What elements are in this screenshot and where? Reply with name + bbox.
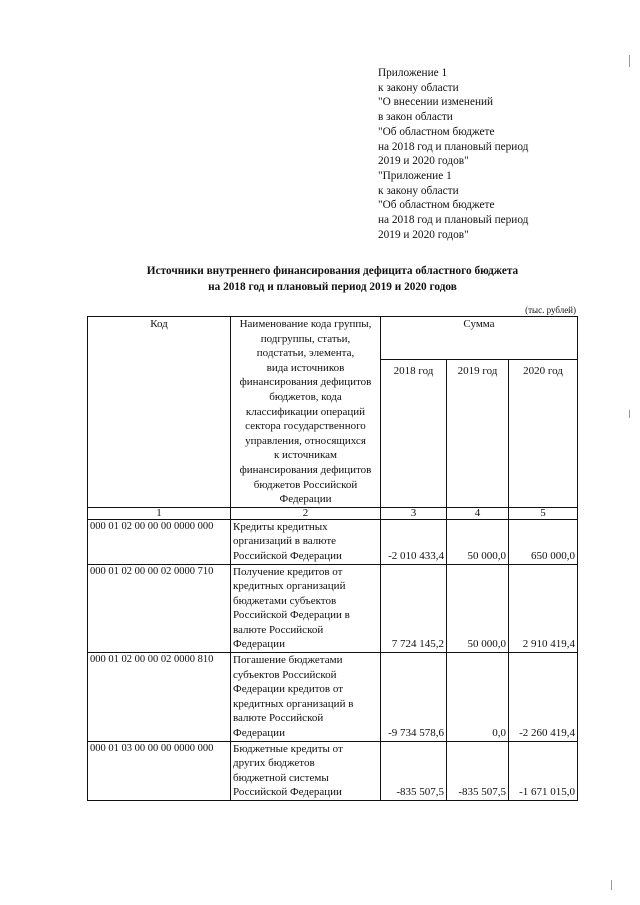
text-line: "Об областном бюджете: [378, 199, 495, 212]
row-value-2019: 50 000,0: [447, 564, 509, 653]
text-line: "Об областном бюджете: [378, 125, 495, 138]
row-name: [231, 564, 381, 653]
column-numbers-row: [88, 507, 578, 519]
text-line: "Приложение 1: [378, 169, 452, 182]
scan-mark: [629, 55, 630, 67]
col-number: 3: [381, 507, 447, 519]
units-label: (тыс. рублей): [525, 305, 576, 315]
table-row: [88, 653, 578, 742]
text-line: к закону области: [378, 81, 459, 94]
text-line: организаций в валюте: [233, 535, 337, 548]
text-line: Российской Федерации: [233, 549, 342, 562]
header-code: Код: [88, 317, 231, 508]
text-line: Приложение 1: [378, 67, 448, 79]
financing-sources-table: [87, 316, 578, 801]
text-line: кредитных организаций: [233, 580, 346, 593]
text-line: валюте Российской: [233, 712, 324, 725]
row-value-2018: -835 507,5: [381, 741, 447, 800]
header-year-2019: 2019 год: [447, 360, 509, 508]
scan-mark: [611, 880, 612, 890]
text-line: бюджетов, кода: [269, 390, 342, 403]
col-number: 1: [88, 507, 231, 519]
header-year-2018: 2018 год: [381, 360, 447, 508]
row-value-2019: 0,0: [447, 653, 509, 742]
text-line: Федерации: [279, 493, 332, 506]
text-line: вида источников: [266, 361, 345, 374]
text-line: бюджетной системы: [233, 771, 329, 784]
text-line: финансирования дефицитов: [239, 376, 372, 389]
text-line: подгруппы, статьи,: [260, 332, 351, 345]
text-line: Федерации кредитов от: [233, 683, 344, 696]
table-row: [88, 564, 578, 653]
text-line: 2019 и 2020 годов": [378, 155, 469, 168]
text-line: в закон области: [378, 111, 453, 124]
row-value-2020: 2 910 419,4: [509, 564, 578, 653]
text-line: Погашение бюджетами: [233, 654, 343, 667]
header-sum: Сумма: [381, 317, 578, 360]
text-line: 2019 и 2020 годов": [378, 228, 469, 241]
text-line: бюджетами субъектов: [233, 594, 337, 607]
text-line: "О внесении изменений: [378, 96, 494, 109]
row-value-2018: -2 010 433,4: [381, 519, 447, 564]
text-line: кредитных организаций в: [233, 697, 354, 710]
text-line: подстатьи, элемента,: [256, 347, 355, 360]
text-line: Получение кредитов от: [233, 565, 343, 578]
text-line: финансирования дефицитов: [239, 463, 372, 476]
row-code: 000 01 02 00 00 00 0000 000: [88, 519, 231, 564]
scan-mark: [629, 410, 630, 418]
text-line: на 2018 год и плановый период 2019 и 2020 годов: [208, 280, 457, 293]
text-line: Кредиты кредитных: [233, 520, 328, 533]
col-number: 4: [447, 507, 509, 519]
row-value-2020: -2 260 419,4: [509, 653, 578, 742]
text-line: Источники внутреннего финансирования дефицита областного бюджета: [146, 265, 519, 277]
row-value-2018: -9 734 578,6: [381, 653, 447, 742]
text-line: Бюджетные кредиты от: [233, 742, 343, 755]
row-value-2018: 7 724 145,2: [381, 564, 447, 653]
row-value-2019: 50 000,0: [447, 519, 509, 564]
text-line: Российской Федерации: [233, 786, 342, 799]
header-row: [88, 317, 578, 360]
text-line: к закону области: [378, 184, 459, 197]
row-value-2020: -1 671 015,0: [509, 741, 578, 800]
appendix-note: [378, 66, 528, 242]
table-row: [88, 519, 578, 564]
row-name: [231, 741, 381, 800]
text-line: субъектов Российской: [233, 668, 337, 681]
text-line: Федерации: [233, 727, 285, 740]
table-row: [88, 741, 578, 800]
text-line: других бюджетов: [233, 757, 315, 770]
row-code: 000 01 02 00 00 02 0000 810: [88, 653, 231, 742]
header-name: [231, 317, 381, 508]
row-code: 000 01 03 00 00 00 0000 000: [88, 741, 231, 800]
text-line: валюте Российской: [233, 623, 324, 636]
text-line: Российской Федерации в: [233, 609, 350, 622]
header-year-2020: 2020 год: [509, 360, 578, 508]
text-line: управления, относящихся: [245, 434, 366, 447]
text-line: к источникам: [273, 449, 338, 462]
row-code: 000 01 02 00 00 02 0000 710: [88, 564, 231, 653]
document-title: [80, 264, 585, 295]
row-name: [231, 653, 381, 742]
text-line: на 2018 год и плановый период: [378, 140, 529, 153]
text-line: Федерации: [233, 638, 285, 651]
row-value-2020: 650 000,0: [509, 519, 578, 564]
col-number: 2: [231, 507, 381, 519]
text-line: на 2018 год и плановый период: [378, 214, 529, 227]
text-line: классификации операций: [245, 405, 366, 418]
text-line: Наименование кода группы,: [239, 318, 372, 330]
text-line: бюджетов Российской: [253, 478, 358, 491]
row-name: [231, 519, 381, 564]
row-value-2019: -835 507,5: [447, 741, 509, 800]
col-number: 5: [509, 507, 578, 519]
text-line: сектора государственного: [245, 420, 366, 433]
